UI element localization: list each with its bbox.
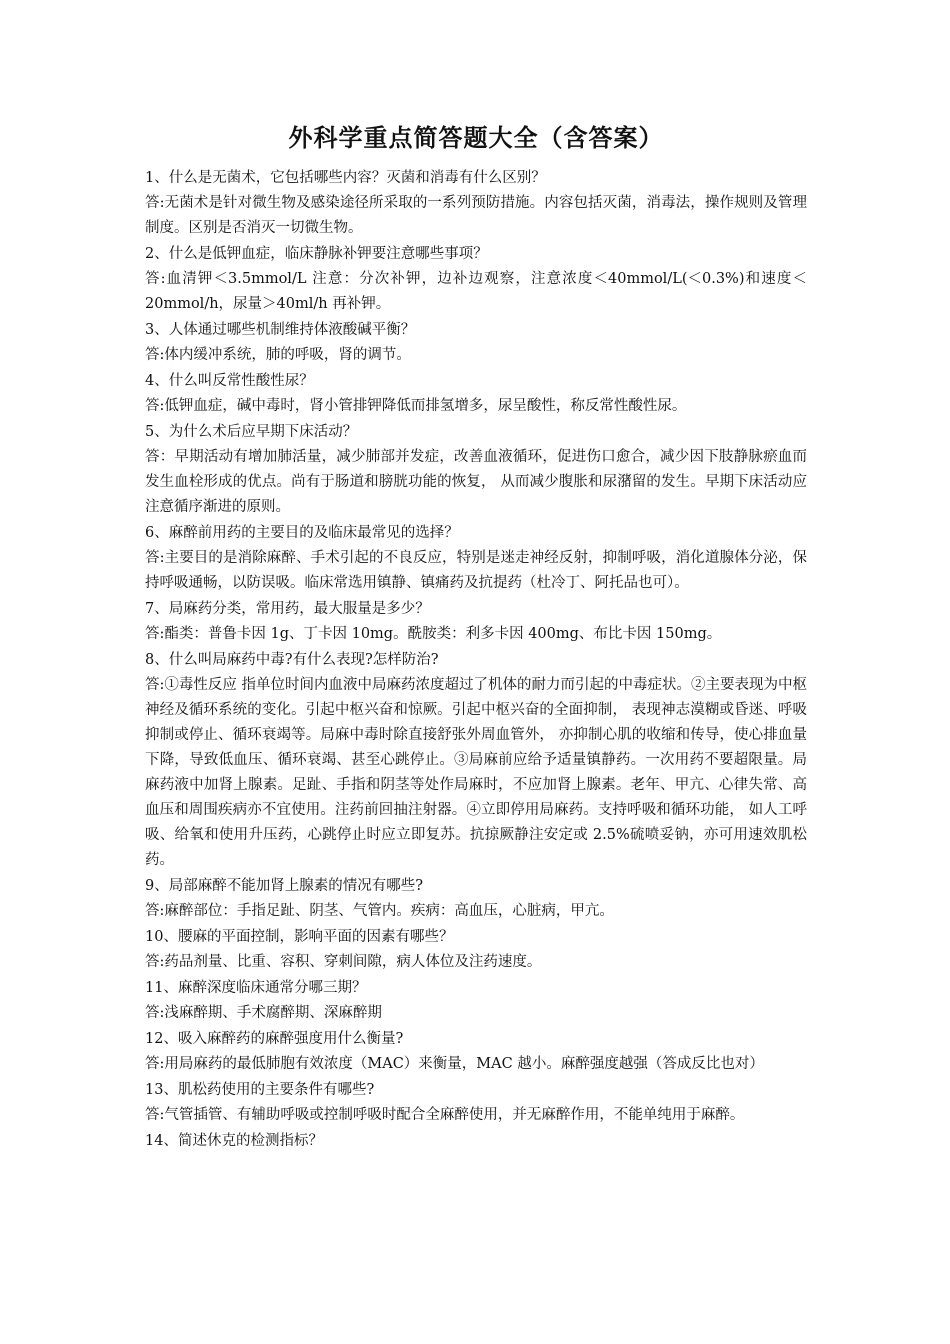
answer-11: 答:浅麻醉期、手术腐醉期、深麻醉期 [145, 1005, 382, 1021]
question-7: 7、局麻药分类，常用药，最大服量是多少？ [145, 601, 430, 617]
answer-1: 答:无菌术是针对微生物及感染途径所采取的一系列预防措施。内容包括灭菌，消毒法，操作规则及管理制度。区别是否消灭一切微生物。 [145, 195, 807, 236]
answer-7: 答:酯类：普鲁卡因 1g、丁卡因 10mg。酰胺类：利多卡因 400mg、布比卡因 150mg。 [145, 626, 722, 642]
answer-9: 答:麻醉部位：手指足趾、阴茎、气管内。疾病：高血压，心脏病，甲亢。 [145, 903, 614, 919]
qa-item-9 [145, 874, 807, 924]
answer-13: 答:气管插管、有辅助呼吸或控制呼吸时配合全麻醉使用，并无麻醉作用，不能单纯用于麻醉。 [145, 1107, 745, 1123]
answer-3: 答:体内缓冲系统，肺的呼吸，肾的调节。 [145, 347, 411, 363]
question-13: 13、肌松药使用的主要条件有哪些? [145, 1082, 375, 1098]
question-3: 3、人体通过哪些机制维持体液酸碱平衡？ [145, 322, 416, 338]
answer-10: 答:药品剂量、比重、容积、穿刺间隙，病人体位及注药速度。 [145, 954, 542, 970]
question-10: 10、腰麻的平面控制，影响平面的因素有哪些？ [145, 929, 454, 945]
qa-item-11 [145, 976, 807, 1026]
answer-2: 答:血清钾＜3.5mmol/L 注意：分次补钾，边补边观察，注意浓度＜40mmol/L(＜0.3%)和速度＜20mmol/h，尿量＞40ml/h 再补钾。 [145, 271, 807, 312]
document-title: 外科学重点简答题大全（含答案） [288, 124, 664, 152]
question-4: 4、什么叫反常性酸性尿？ [145, 373, 314, 389]
qa-item-4 [145, 369, 807, 419]
qa-item-13 [145, 1078, 807, 1128]
question-6: 6、麻醉前用药的主要目的及临床最常见的选择？ [145, 525, 459, 541]
question-12: 12、吸入麻醉药的麻醉强度用什么衡量? [145, 1031, 404, 1047]
qa-item-5 [145, 420, 807, 520]
answer-4: 答:低钾血症，碱中毒时，肾小管排钾降低而排氢增多，尿呈酸性，称反常性酸性尿。 [145, 398, 687, 414]
qa-item-2 [145, 242, 807, 317]
answer-12: 答:用局麻药的最低肺胞有效浓度（MAC）来衡量，MAC 越小。麻醉强度越强（答成反比也对） [145, 1056, 764, 1072]
question-1: 1、什么是无菌术，它包括哪些内容？灭菌和消毒有什么区别？ [145, 170, 546, 186]
answer-5: 答：早期活动有增加肺活量，减少肺部并发症，改善血液循环，促进伤口愈合，减少因下肢静脉瘀血而发生血栓形成的优点。尚有于肠道和膀胱功能的恢复， 从而减少腹胀和尿潴留的发生。早期下床活动应注意循序渐进的原则。 [145, 449, 807, 515]
question-11: 11、麻醉深度临床通常分哪三期？ [145, 980, 367, 996]
qa-item-3 [145, 318, 807, 368]
qa-item-1 [145, 166, 807, 241]
question-8: 8、什么叫局麻药中毒?有什么表现?怎样防治? [145, 652, 439, 668]
question-5: 5、为什么术后应早期下床活动？ [145, 424, 358, 440]
question-2: 2、什么是低钾血症，临床静脉补钾要注意哪些事项？ [145, 246, 488, 262]
question-14: 14、简述休克的检测指标？ [145, 1133, 323, 1149]
answer-8: 答:①毒性反应 指单位时间内血液中局麻药浓度超过了机体的耐力而引起的中毒症状。②主要表现为中枢神经及循环系统的变化。引起中枢兴奋和惊厥。引起中枢兴奋的全面抑制， 表现神志漠糊或昏迷、呼吸抑制或停止、循环衰竭等。局麻中毒时除直接舒张外周血管外， 亦抑制心肌的收缩和传导，使心排血量下降，导致低血压、循环衰竭、甚至心跳停止。③局麻前应给予适量镇静药。一次用药不要超限量。局麻药液中加肾上腺素。足趾、手指和阴茎等处作局麻时，不应加肾上腺素。老年、甲亢、心律失常、高血压和周围疾病亦不宜使用。注药前回抽注射器。④立即停用局麻药。支持呼吸和循环功能， 如人工呼吸、给氧和使用升压药，心跳停止时应立即复苏。抗掠厥静注安定或 2.5%硫喷妥钠，亦可用速效肌松药。 [145, 677, 807, 868]
qa-item-8 [145, 648, 807, 873]
answer-6: 答:主要目的是消除麻醉、手术引起的不良反应，特别是迷走神经反射，抑制呼吸，消化道腺体分泌，保持呼吸通畅，以防误吸。临床常选用镇静、镇痛药及抗提药（杜冷丁、阿托品也可）。 [145, 550, 807, 591]
qa-item-10 [145, 925, 807, 975]
qa-item-7 [145, 597, 807, 647]
qa-item-6 [145, 521, 807, 596]
qa-item-12 [145, 1027, 807, 1077]
question-9: 9、局部麻醉不能加肾上腺素的情况有哪些? [145, 878, 423, 894]
qa-item-14 [145, 1129, 807, 1153]
document-page [145, 122, 807, 1153]
